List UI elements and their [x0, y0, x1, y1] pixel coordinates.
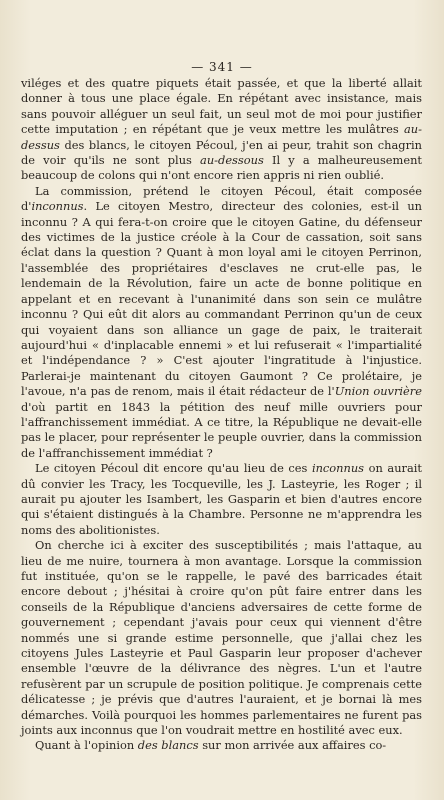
text-run: sur mon arrivée aux affaires co-	[198, 738, 387, 753]
italic-run: inconnus	[311, 461, 365, 476]
text-run: on aurait dû convier les Tracy, les Tocqueville, les J. Lasteyrie, les Roger ; il aurait pu ajouter les Isambert, les Gasparin et bien d'autres encore qui s'étaient distingués à la Chambre. Personne ne m'apprendra les noms des abolitionistes.	[21, 461, 422, 537]
paragraph	[21, 76, 422, 184]
paragraph	[21, 738, 422, 753]
text-run: Le citoyen Pécoul dit encore qu'au lieu de ces	[35, 461, 312, 476]
paragraph	[21, 184, 422, 461]
italic-run: Union ouvrière	[334, 384, 422, 399]
text-run: La commission, prétend le citoyen Pécoul, était composée d'	[21, 183, 422, 214]
text-run: . Le citoyen Mestro, directeur des colonies, est-il un inconnu ? A qui fera-t-on croire que le citoyen Gatine, du défenseur des victimes de la justice créole à la Cour de cassation, soit sans éclat dans la question ? Quant à mon loyal ami le citoyen Perrinon, l'assemblée des propriétaires d'esclaves ne crut-elle pas, le lendemain de la Révolution, faire un acte de bonne politique en appelant et en recevant à l'unanimité dans son sein ce mulâtre inconnu ? Qui eût dit alors au commandant Perrinon qu'un de ceux qui voyaient dans son alliance un gage de paix, le traiterait aujourd'hui « d'inplacable ennemi » et lui refuserait « l'impartialité et l'indépendance ? » C'est ajouter l'ingratitude à l'injustice. Parlerai-je maintenant du citoyen Gaumont ? Ce prolétaire, je l'avoue, n'a pas de renom, mais il était rédacteur de l'	[21, 199, 422, 399]
page-number: — 341 —	[191, 60, 253, 74]
text-run: viléges et des quatre piquets était passée, et que la liberté allait donner à tous une place égale. En répétant avec insistance, mais sans pouvoir alléguer un seul fait, un seul mot de moi pour justifier cette imputation ; en répétant que je veux mettre les mulâtres	[21, 76, 422, 137]
paragraph	[21, 461, 422, 538]
paragraph	[21, 538, 422, 738]
text-run: On cherche ici à exciter des susceptibilités ; mais l'attaque, au lieu de me nuire, tournera à mon avantage. Lorsque la commission fut instituée, qu'on se le rappelle, le pavé des barricades était encore debout ; j'hésitai à croire qu'on pût faire entrer dans les conseils de la République d'anciens adversaires de cette forme de gouvernement ; cependant j'avais pour ceux qui viennent d'être nommés une si grande estime personnelle, que j'allai chez les citoyens Jules Lasteyrie et Paul Gasparin leur proposer d'achever ensemble l'œuvre de la délivrance des nègres. L'un et l'autre refusèrent par un scrupule de position politique. Je comprenais cette délicatesse ; je prévis que d'autres l'auraient, et je bornai là mes démarches. Voilà pourquoi les hommes parlementaires ne furent pas joints aux inconnus que l'on voudrait mettre en hostilité avec eux.	[21, 538, 422, 738]
italic-run: au-dessus	[21, 122, 422, 152]
italic-run: au-dessous	[200, 153, 264, 168]
italic-run: des blancs	[137, 738, 199, 753]
text-run: Il y a malheureusement beaucoup de colons qui n'ont encore rien appris ni rien oublié.	[21, 153, 422, 183]
text-run: des blancs, le citoyen Pécoul, j'en ai peur, trahit son chagrin de voir qu'ils ne sont plus	[21, 137, 422, 168]
italic-run: inconnus	[31, 199, 84, 214]
text-run: d'où partit en 1843 la pétition des neuf mille ouvriers pour l'affranchissement immédiat. A ce titre, la République ne devait-elle pas le placer, pour représenter le peuple ouvrier, dans la commission de l'affranchissement immédiat ?	[21, 399, 422, 460]
body-text	[21, 76, 422, 754]
text-run: Quant à l'opinion	[35, 738, 138, 753]
